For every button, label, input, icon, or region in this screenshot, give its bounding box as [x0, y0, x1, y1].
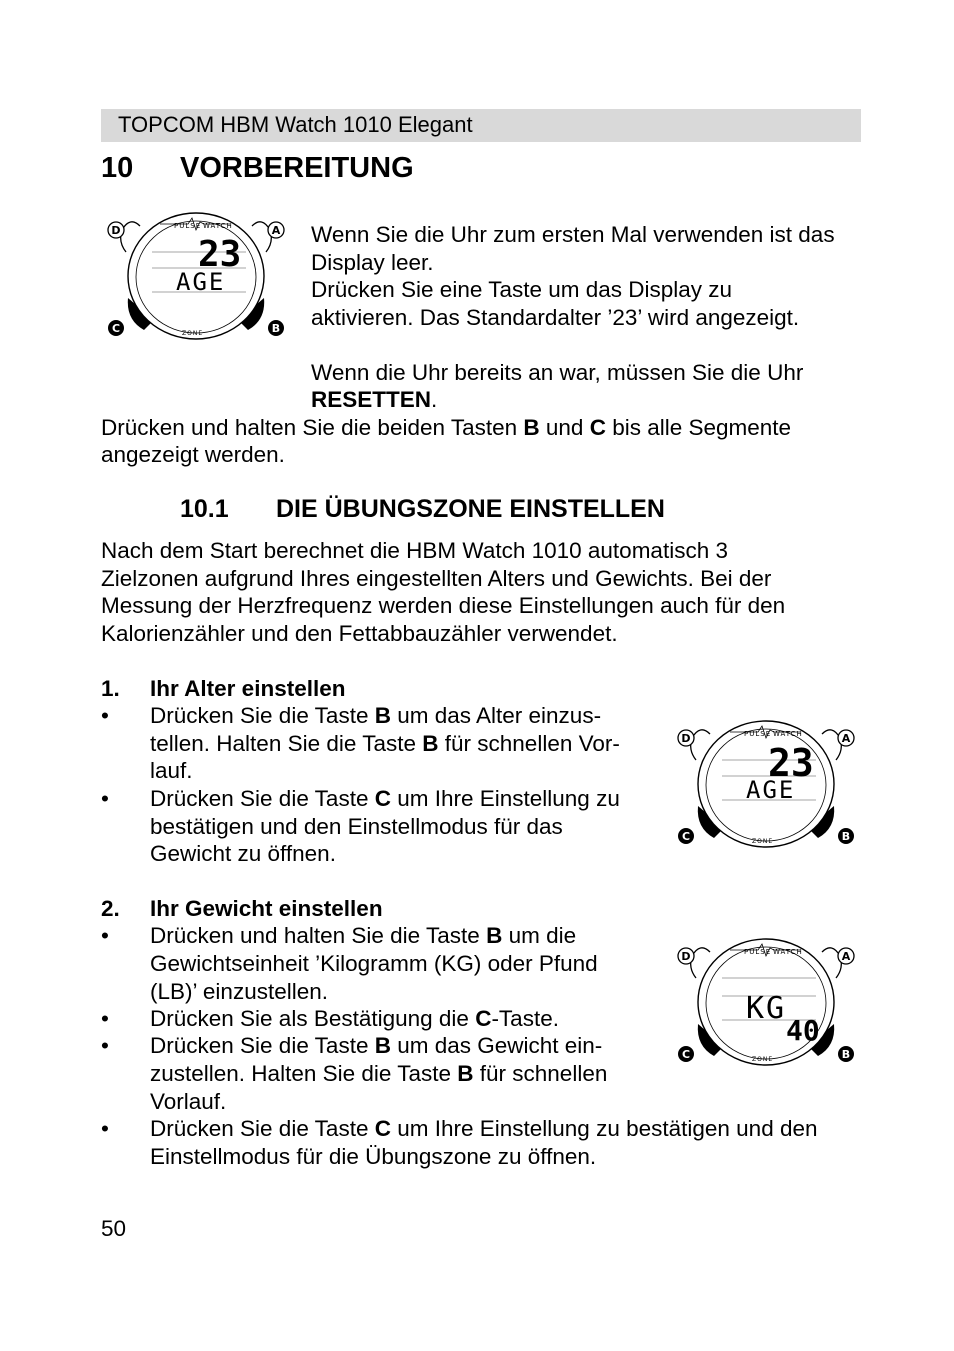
section-para-line-1: Nach dem Start berechnet die HBM Watch 1010 automatisch 3 [101, 538, 728, 563]
chapter-title: VORBEREITUNG [180, 152, 414, 184]
page-number: 50 [101, 1216, 127, 1241]
svg-text:ZONE: ZONE [752, 1056, 774, 1063]
svg-text:D: D [681, 950, 691, 963]
watch-brand-left: PULSE [174, 222, 202, 230]
intro-line-1: Wenn Sie die Uhr zum ersten Mal verwenden ist das [311, 222, 835, 247]
intro-line-5: Wenn die Uhr bereits an war, müssen Sie die Uhr [311, 360, 804, 385]
svg-text:C: C [681, 830, 691, 843]
section-para-line-4: Kalorienzähler und den Fettabbauzähler verwendet. [101, 621, 618, 646]
step2-bullet-2: • [101, 1006, 109, 1031]
display-age-label: AGE [176, 268, 226, 296]
step1-title: Ihr Alter einstellen [150, 676, 346, 701]
section-number: 10.1 [180, 495, 229, 523]
watch-zone-label: ZONE [182, 330, 204, 337]
step2-b2-line: Drücken Sie als Bestätigung die C-Taste. [150, 1006, 559, 1031]
step2-b1-line3: (LB)’ einzustellen. [150, 979, 329, 1004]
step2-b3-line1: Drücken Sie die Taste B um das Gewicht ein- [150, 1033, 603, 1058]
display-age-number-2: 23 [768, 741, 814, 785]
section-para-line-2: Zielzonen aufgrund Ihres eingestellten Alters und Gewichts. Bei der [101, 566, 772, 591]
intro-line-6: RESETTEN. [311, 387, 438, 412]
step1-b1-line3: lauf. [150, 758, 193, 783]
section-para-line-3: Messung der Herzfrequenz werden diese Einstellungen auch für den [101, 593, 786, 618]
step1-b2-line3: Gewicht zu öffnen. [150, 841, 336, 866]
svg-text:B: B [841, 1048, 851, 1061]
svg-text:D: D [111, 224, 121, 237]
chapter-number: 10 [101, 152, 134, 184]
display-age-label-2: AGE [746, 776, 796, 804]
watch-illustration-weight [670, 934, 862, 1070]
display-weight-unit: KG [746, 991, 787, 1026]
intro-line-8: angezeigt werden. [101, 442, 285, 467]
step2-b3-line2: zustellen. Halten Sie die Taste B für schnellen [150, 1061, 608, 1086]
section-title: DIE ÜBUNGSZONE EINSTELLEN [276, 495, 665, 523]
step1-bullet-2: • [101, 786, 109, 811]
svg-text:WATCH: WATCH [773, 730, 803, 738]
svg-text:C: C [681, 1048, 691, 1061]
step1-b2-line1: Drücken Sie die Taste C um Ihre Einstellung zu [150, 786, 620, 811]
step2-bullet-1: • [101, 923, 109, 948]
step2-b3-line3: Vorlauf. [150, 1089, 227, 1114]
resetten-text: RESETTEN [311, 387, 432, 412]
step2-b1-line2: Gewichtseinheit ’Kilogramm (KG) oder Pfund [150, 951, 598, 976]
intro-line-4: aktivieren. Das Standardalter ’23’ wird angezeigt. [311, 305, 800, 330]
step1-b1-line2: tellen. Halten Sie die Taste B für schnellen Vor- [150, 731, 620, 756]
step2-title: Ihr Gewicht einstellen [150, 896, 383, 921]
watch-illustration-age-2 [670, 716, 862, 852]
step2-bullet-4: • [101, 1116, 109, 1141]
svg-text:PULSE: PULSE [744, 948, 772, 956]
svg-text:A: A [841, 732, 851, 745]
step1-bullet-1: • [101, 703, 109, 728]
svg-text:C: C [111, 322, 121, 335]
svg-text:ZONE: ZONE [752, 838, 774, 845]
step2-b1-line1: Drücken und halten Sie die Taste B um die [150, 923, 577, 948]
step2-b4-line2: Einstellmodus für die Übungszone zu öffnen. [150, 1144, 597, 1169]
svg-text:D: D [681, 732, 691, 745]
svg-text:B: B [841, 830, 851, 843]
watch-brand-right: WATCH [203, 222, 233, 230]
svg-text:A: A [841, 950, 851, 963]
step1-b2-line2: bestätigen und den Einstellmodus für das [150, 814, 563, 839]
svg-text:A: A [271, 224, 281, 237]
header-title: TOPCOM HBM Watch 1010 Elegant [118, 112, 473, 137]
step1-number: 1. [101, 676, 120, 701]
step2-number: 2. [101, 896, 120, 921]
watch-illustration-age [100, 208, 292, 344]
intro-line-2: Display leer. [311, 250, 434, 275]
step2-b4-line1: Drücken Sie die Taste C um Ihre Einstellung zu bestätigen und den [150, 1116, 818, 1141]
step1-b1-line1: Drücken Sie die Taste B um das Alter einzus- [150, 703, 602, 728]
svg-text:PULSE: PULSE [744, 730, 772, 738]
step2-bullet-3: • [101, 1033, 109, 1058]
intro-line-7: Drücken und halten Sie die beiden Tasten B und C bis alle Segmente [101, 415, 792, 440]
svg-text:B: B [271, 322, 281, 335]
intro-line-3: Drücken Sie eine Taste um das Display zu [311, 277, 733, 302]
svg-text:WATCH: WATCH [773, 948, 803, 956]
display-weight-value: 40 [786, 1014, 820, 1047]
display-age-number: 23 [198, 234, 242, 275]
